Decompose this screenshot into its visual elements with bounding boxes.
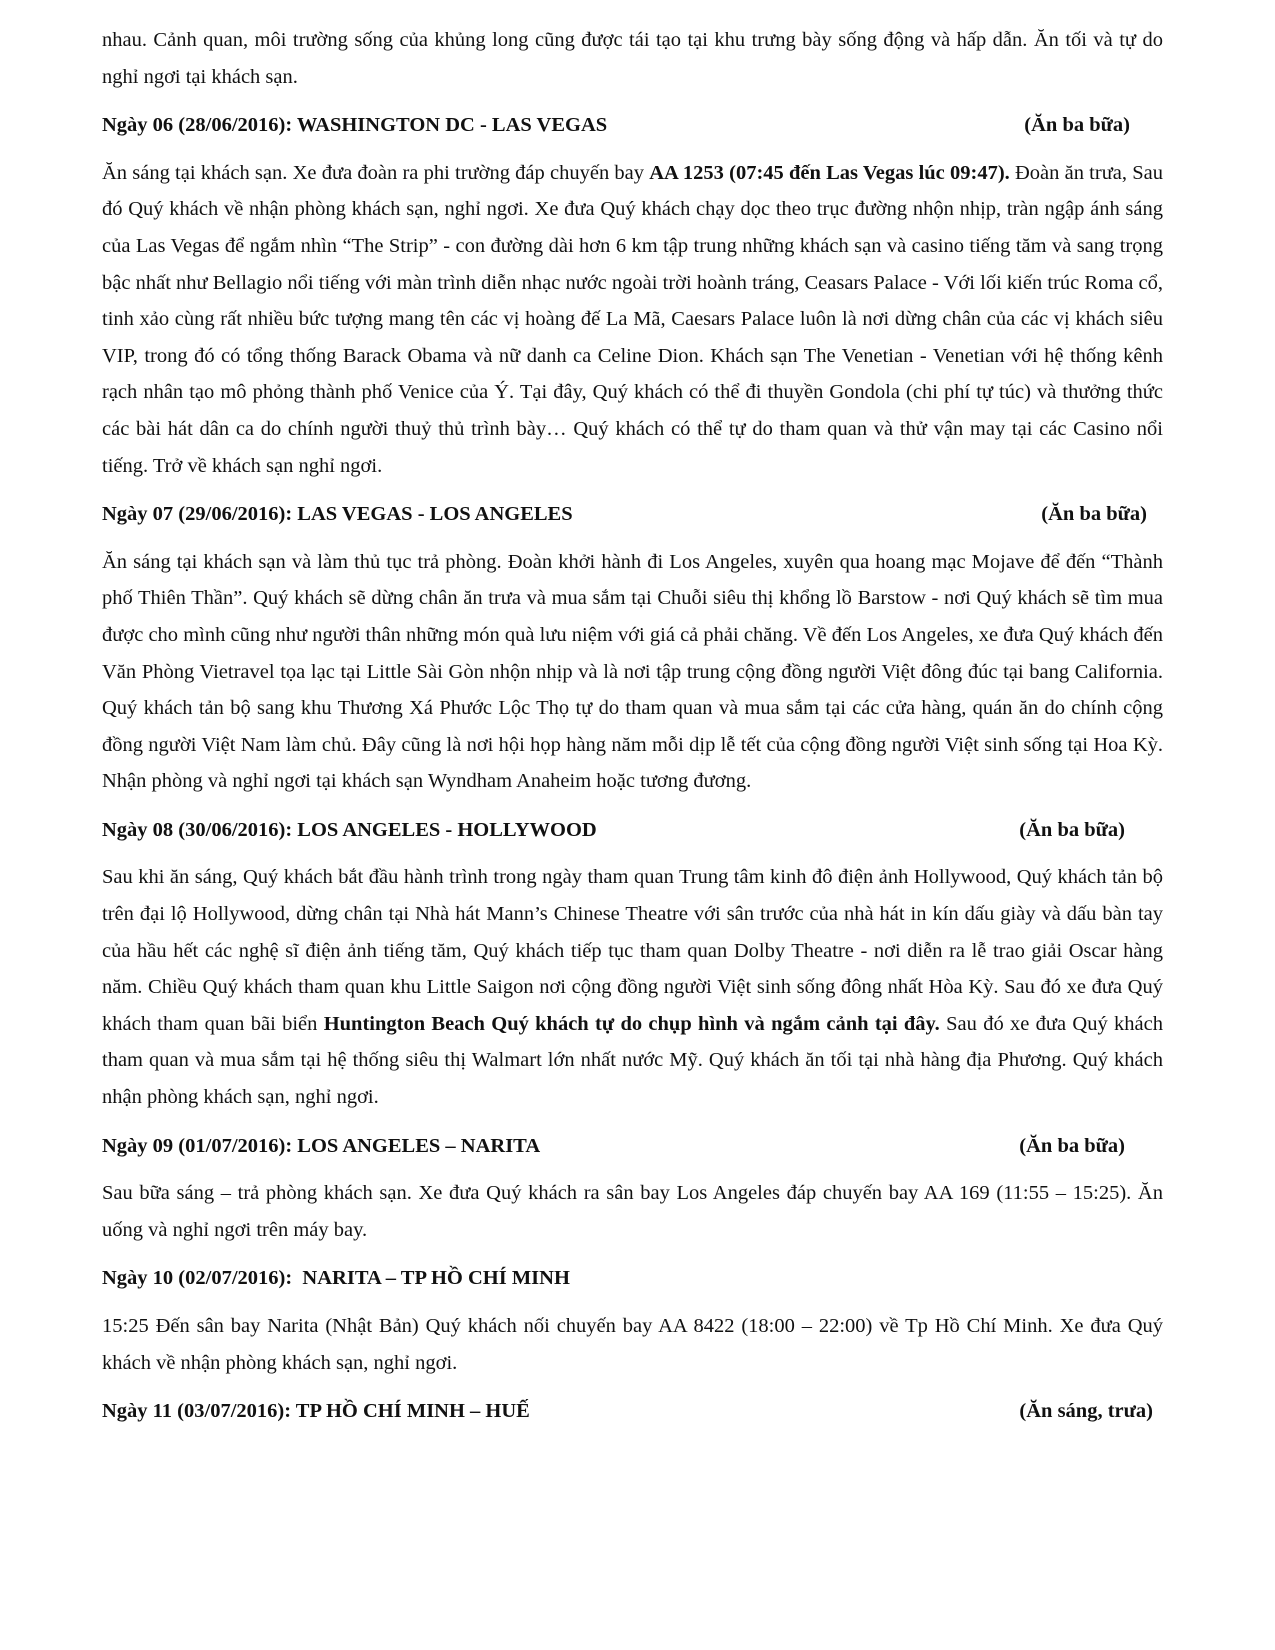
day-08-highlight: Huntington Beach Quý khách tự do chụp hình và ngắm cảnh tại đây.	[323, 1012, 940, 1035]
day-10-paragraph: 15:25 Đến sân bay Narita (Nhật Bản) Quý khách nối chuyến bay AA 8422 (18:00 – 22:00) về Tp Hồ Chí Minh. Xe đưa Quý khách về nhận phòng khách sạn, nghỉ ngơi.	[102, 1315, 1163, 1374]
day-09-heading	[102, 1128, 1163, 1165]
day-10-title: Ngày 10 (02/07/2016): NARITA – TP HỒ CHÍ MINH	[102, 1267, 570, 1290]
day-08-meals: (Ăn ba bữa)	[1019, 818, 1125, 841]
day-07-heading	[102, 496, 1163, 533]
day-11-meals: (Ăn sáng, trưa)	[1019, 1400, 1153, 1423]
day-06-heading	[102, 107, 1163, 144]
day-11-title: Ngày 11 (03/07/2016): TP HỒ CHÍ MINH – HUẾ	[102, 1400, 530, 1423]
day-08-paragraph: Sau khi ăn sáng, Quý khách bắt đầu hành trình trong ngày tham quan Trung tâm kinh đô điện ảnh Hollywood, Quý khách tản bộ trên đại lộ Hollywood, dừng chân tại Nhà hát Mann’s Chinese Theatre với sân trước của nhà hát in kín dấu giày và dấu bàn tay của hầu hết các nghệ sĩ điện ảnh tiếng tăm, Quý khách tiếp tục tham quan Dolby Theatre - nơi diễn ra lễ trao giải Oscar hàng năm. Chiều Quý khách tham quan khu Little Saigon nơi cộng đồng người Việt sinh sống đông nhất Hòa Kỳ. Sau đó xe đưa Quý khách tham quan bãi biển Huntington Beach Quý khách tự do chụp hình và ngắm cảnh tại đây. Sau đó xe đưa Quý khách tham quan và mua sắm tại hệ thống siêu thị Walmart lớn nhất nước Mỹ. Quý khách ăn tối tại nhà hàng địa Phương. Quý khách nhận phòng khách sạn, nghỉ ngơi.	[102, 866, 1163, 1109]
day-08-title: Ngày 08 (30/06/2016): LOS ANGELES - HOLLYWOOD	[102, 818, 597, 841]
day-08-heading	[102, 812, 1163, 849]
day-10-heading	[102, 1260, 1163, 1297]
day-07-paragraph: Ăn sáng tại khách sạn và làm thủ tục trả phòng. Đoàn khởi hành đi Los Angeles, xuyên qua hoang mạc Mojave để đến “Thành phố Thiên Thần”. Quý khách sẽ dừng chân ăn trưa và mua sắm tại Chuỗi siêu thị khổng lồ Barstow - nơi Quý khách sẽ tìm mua được cho mình cũng như người thân những món quà lưu niệm với giá cả phải chăng. Về đến Los Angeles, xe đưa Quý khách đến Văn Phòng Vietravel tọa lạc tại Little Sài Gòn nhộn nhịp và là nơi tập trung cộng đồng người Việt đông đúc tại bang California. Quý khách tản bộ sang khu Thương Xá Phước Lộc Thọ tự do tham quan và mua sắm tại các cửa hàng, quán ăn do chính cộng đồng người Việt Nam làm chủ. Đây cũng là nơi hội họp hàng năm mỗi dịp lễ tết của cộng đồng người Việt sinh sống tại Hoa Kỳ. Nhận phòng và nghỉ ngơi tại khách sạn Wyndham Anaheim hoặc tương đương.	[102, 550, 1163, 793]
day-09-title: Ngày 09 (01/07/2016): LOS ANGELES – NARITA	[102, 1134, 541, 1157]
day-09-paragraph: Sau bữa sáng – trả phòng khách sạn. Xe đưa Quý khách ra sân bay Los Angeles đáp chuyến bay AA 169 (11:55 – 15:25). Ăn uống và nghỉ ngơi trên máy bay.	[102, 1182, 1163, 1241]
day-06-flight-info: AA 1253 (07:45 đến Las Vegas lúc 09:47).	[649, 161, 1010, 184]
day-11-heading	[102, 1393, 1163, 1430]
day-06-title: Ngày 06 (28/06/2016): WASHINGTON DC - LAS VEGAS	[102, 114, 608, 137]
day-06-paragraph: Ăn sáng tại khách sạn. Xe đưa đoàn ra phi trường đáp chuyến bay AA 1253 (07:45 đến Las Vegas lúc 09:47). Đoàn ăn trưa, Sau đó Quý khách về nhận phòng khách sạn, nghỉ ngơi. Xe đưa Quý khách chạy dọc theo trục đường nhộn nhịp, tràn ngập ánh sáng của Las Vegas để ngắm nhìn “The Strip” - con đường dài hơn 6 km tập trung những khách sạn và casino tiếng tăm và sang trọng bậc nhất như Bellagio nổi tiếng với màn trình diễn nhạc nước ngoài trời hoành tráng, Ceasars Palace - Với lối kiến trúc Roma cổ, tinh xảo cùng rất nhiều bức tượng mang tên các vị hoàng đế La Mã, Caesars Palace luôn là nơi dừng chân của các vị khách siêu VIP, trong đó có tổng thống Barack Obama và nữ danh ca Celine Dion. Khách sạn The Venetian - Venetian với hệ thống kênh rạch nhân tạo mô phỏng thành phố Venice của Ý. Tại đây, Quý khách có thể đi thuyền Gondola (chi phí tự túc) và thưởng thức các bài hát dân ca do chính người thuỷ thủ trình bày… Quý khách có thể tự do tham quan và thử vận may tại các Casino nổi tiếng. Trở về khách sạn nghỉ ngơi.	[102, 161, 1163, 477]
itinerary-page	[102, 22, 1163, 1441]
day-09-meals: (Ăn ba bữa)	[1019, 1134, 1125, 1157]
day-07-title: Ngày 07 (29/06/2016): LAS VEGAS - LOS ANGELES	[102, 503, 573, 526]
day-06-meals: (Ăn ba bữa)	[1024, 114, 1130, 137]
day-07-meals: (Ăn ba bữa)	[1041, 503, 1147, 526]
intro-paragraph: nhau. Cảnh quan, môi trường sống của khủng long cũng được tái tạo tại khu trưng bày sống động và hấp dẫn. Ăn tối và tự do nghỉ ngơi tại khách sạn.	[102, 29, 1163, 88]
